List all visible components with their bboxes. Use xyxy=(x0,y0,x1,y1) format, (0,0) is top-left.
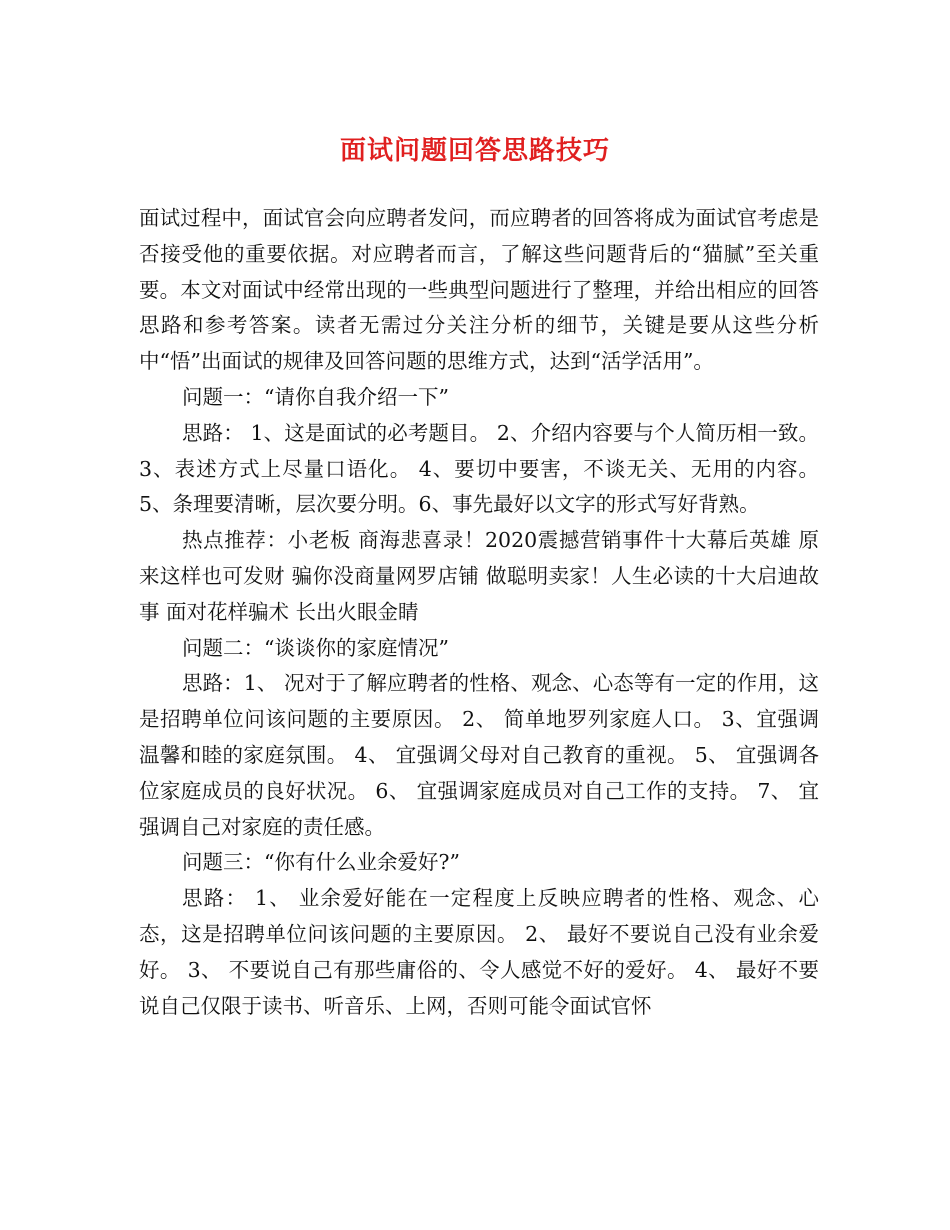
question-1-heading: 问题一：“请你自我介绍一下” xyxy=(182,384,449,409)
question-3-heading: 问题三：“你有什么业余爱好?” xyxy=(182,850,460,875)
question-3-answer: 思路： 1、 业余爱好能在一定程度上反映应聘者的性格、观念、心态，这是招聘单位问该问题的主要原因。 2、 最好不要说自己没有业余爱好。 3、 不要说自己有那些庸俗的、令人感觉不好的爱好。 4、 最好不要说自己仅限于读书、听音乐、上网，否则可能令面试官怀 xyxy=(139,886,819,1018)
document-body xyxy=(139,201,819,1024)
document-title: 面试问题回答思路技巧 xyxy=(339,136,610,166)
question-1-answer: 思路： 1、这是面试的必考题目。 2、介绍内容要与个人简历相一致。 3、表述方式上尽量口语化。 4、要切中要害，不谈无关、无用的内容。 5、条理要清晰，层次要分明。6、事先最好以文字的形式写好背熟。 xyxy=(139,420,819,517)
intro-paragraph: 面试过程中，面试官会向应聘者发问，而应聘者的回答将成为面试官考虑是否接受他的重要依据。对应聘者而言，了解这些问题背后的“猫腻”至关重要。本文对面试中经常出现的一些典型问题进行了整理，并给出相应的回答思路和参考答案。读者无需过分关注分析的细节，关键是要从这些分析中“悟”出面试的规律及回答问题的思维方式，达到“活学活用”。 xyxy=(139,206,819,374)
hot-recommendation-paragraph: 热点推荐：小老板 商海悲喜录！2020震撼营销事件十大幕后英雄 原来这样也可发财 骗你没商量网罗店铺 做聪明卖家！人生必读的十大启迪故事 面对花样骗术 长出火眼金睛 xyxy=(139,528,819,624)
question-2-answer: 思路：1、 况对于了解应聘者的性格、观念、心态等有一定的作用，这是招聘单位问该问题的主要原因。 2、 简单地罗列家庭人口。 3、宜强调温馨和睦的家庭氛围。 4、 宜强调父母对自己教育的重视。 5、 宜强调各位家庭成员的良好状况。 6、 宜强调家庭成员对自己工作的支持。 7、 宜强调自己对家庭的责任感。 xyxy=(139,671,819,839)
question-2-heading: 问题二：“谈谈你的家庭情况” xyxy=(182,635,449,660)
